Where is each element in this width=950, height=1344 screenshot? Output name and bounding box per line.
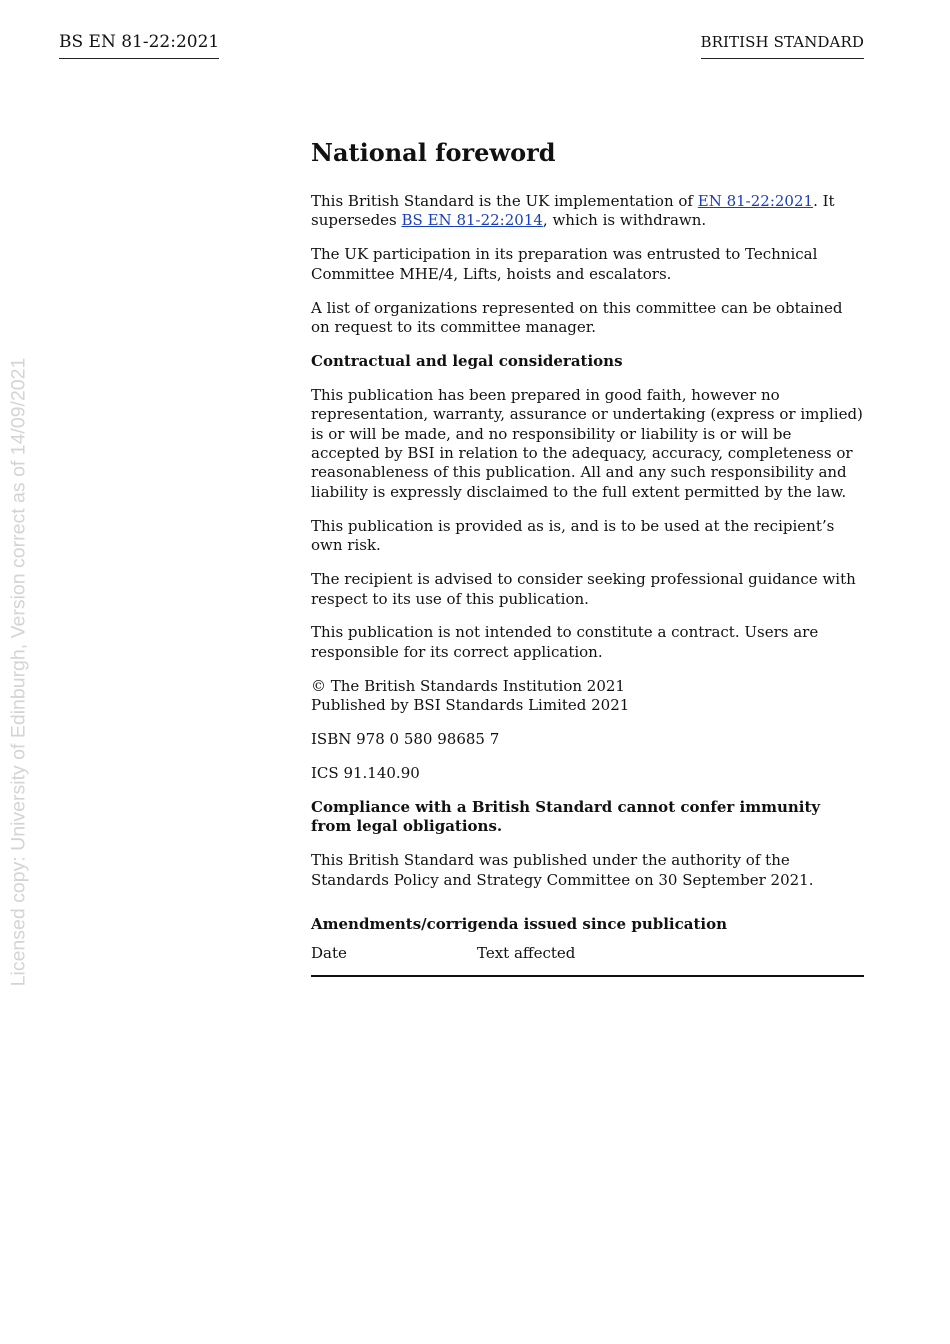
amendments-table <box>311 944 864 976</box>
not-contract-paragraph: This publication is not intended to constitute a contract. Users are responsible for its correct application. <box>311 623 819 661</box>
intro-text-2: . It supersedes <box>311 192 835 230</box>
as-is-paragraph: This publication is provided as is, and is to be used at the recipient’s own risk. <box>311 516 835 555</box>
intro-text-3: , which is withdrawn. <box>542 211 707 230</box>
text-affected-column-header: Text affected <box>477 944 576 963</box>
en-81-22-2021-link[interactable]: EN 81-22:2021 <box>697 192 814 210</box>
guidance-paragraph: The recipient is advised to consider seeking professional guidance with respect to its use of this publication. <box>311 570 856 608</box>
page-title: National foreword <box>311 138 556 167</box>
published-line: Published by BSI Standards Limited 2021 <box>311 696 630 715</box>
intro-paragraph <box>311 192 864 231</box>
organizations-paragraph: A list of organizations represented on this committee can be obtained on request to its committee manager. <box>311 298 843 337</box>
isbn-line: ISBN 978 0 580 98685 7 <box>311 730 500 749</box>
participation-paragraph: The UK participation in its preparation was entrusted to Technical Committee MHE/4, Lifts, hoists and escalators. <box>311 245 818 283</box>
good-faith-paragraph: This publication has been prepared in good faith, however no representation, warranty, assurance or undertaking (express or implied) is or will be made, and no responsibility or liability is or will be accepted by BSI in relation to the adequacy, accuracy, completeness or reasonableness of this publication. All and any such responsibility and liability is expressly disclaimed to the full extent permitted by the law. <box>311 385 863 501</box>
amendments-heading: Amendments/corrigenda issued since publication <box>311 914 727 933</box>
contractual-heading: Contractual and legal considerations <box>311 351 623 370</box>
copyright-line: © The British Standards Institution 2021 <box>311 676 625 695</box>
authority-paragraph: This British Standard was published under the authority of the Standards Policy and Strategy Committee on 30 September 2021. <box>311 851 814 889</box>
ics-line: ICS 91.140.90 <box>311 763 420 782</box>
license-watermark: Licensed copy: University of Edinburgh, Version correct as of 14/09/2021 <box>7 357 30 987</box>
standard-category: BRITISH STANDARD <box>701 32 865 59</box>
compliance-statement: Compliance with a British Standard cannot confer immunity from legal obligations. <box>311 797 821 836</box>
intro-text-1: This British Standard is the UK implementation of <box>311 192 698 210</box>
copyright-block <box>311 677 864 716</box>
foreword-body <box>311 138 864 977</box>
bs-en-81-22-2014-link[interactable]: BS EN 81-22:2014 <box>401 211 543 230</box>
document-id: BS EN 81-22:2021 <box>59 31 219 59</box>
date-column-header: Date <box>311 944 347 963</box>
